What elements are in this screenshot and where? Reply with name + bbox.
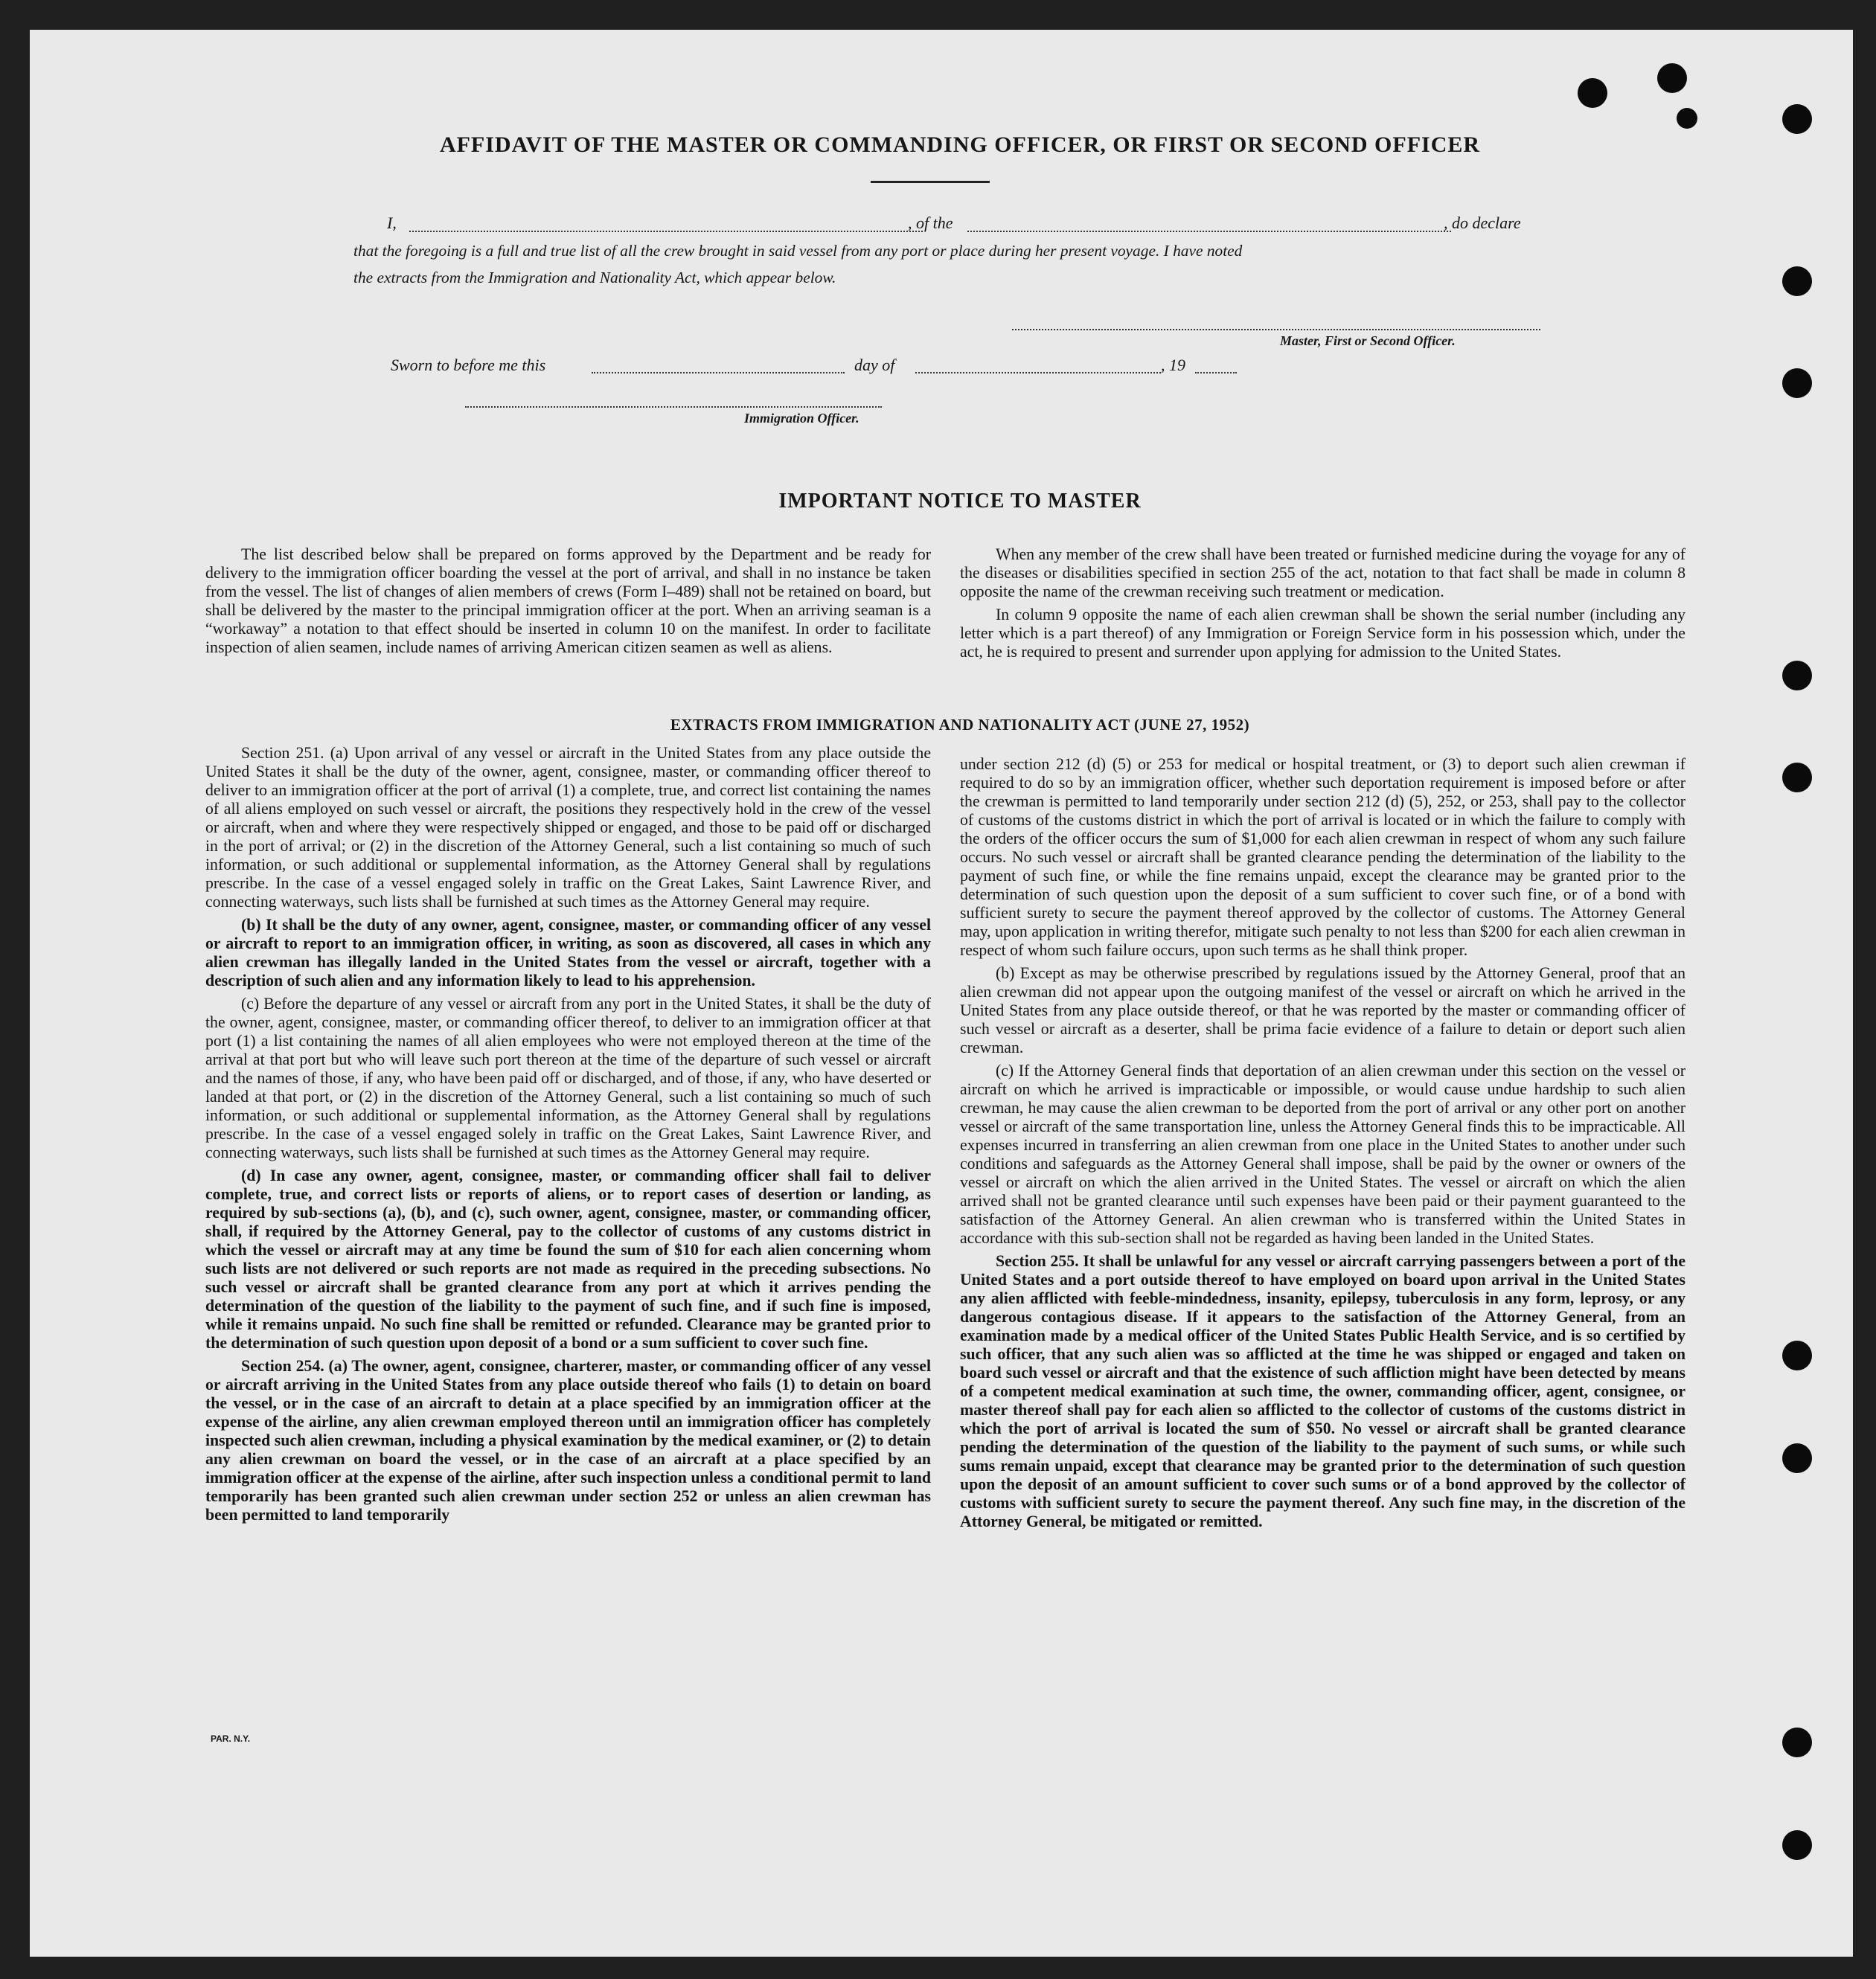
extracts-title: EXTRACTS FROM IMMIGRATION AND NATIONALITY ACT (JUNE 27, 1952): [670, 716, 1250, 734]
affidavit-statement-line-1: that the foregoing is a full and true list of all the crew brought in said vessel from any port or place during her present voyage. I have noted: [353, 242, 1243, 260]
affidavit-i-label: I,: [387, 214, 397, 232]
sworn-year-field[interactable]: [1195, 372, 1237, 373]
act-paragraph: under section 212 (d) (5) or 253 for medical or hospital treatment, or (3) to deport such alien crewman if required to do so by an immigration officer, whether such deportation requirement is imposed before or after the crewman is permitted to land temporarily under section 212 (d) (5), 252, or 253, shall pay to the collector of customs of the customs district in which the port of arrival is located or in which the failure to comply with the orders of the officer occurs the sum of $1,000 for each alien crewman in respect of whom any such failure occurs. No such vessel or aircraft shall be granted clearance pending the determination of the liability to the payment of such fine, or while the fine remains unpaid, except the clearance may be granted prior to the determination of such question upon the deposit of a sum sufficient to cover such fine, or of a bond with sufficient surety to secure the payment thereof approved by the collector of customs. The Attorney General may, upon application in writing therefor, mitigate such penalty to not less than $200 for each alien crewman in respect of whom such failure occurs, upon such terms as he shall think proper.: [960, 755, 1685, 959]
act-paragraph: (c) Before the departure of any vessel or aircraft from any port in the United States, it shall be the duty of the owner, agent, consignee, master, or commanding officer thereof, to deliver to an immigration officer at that port (1) a list containing the names of all alien employees who were not employed thereon at the time of the arrival at that port but who will leave such port thereon at the time of the departure of such vessel or aircraft and the names of those, if any, who have been paid off or discharged, and of those, if any, who have deserted or landed at that port, or (2) in the discretion of the Attorney General, such a list containing so much of such information, or such additional or supplemental information, as the Attorney General shall by regulations prescribe. In the case of a vessel engaged solely in traffic on the Great Lakes, Saint Lawrence River, and connecting waterways, such lists shall be furnished at such times as the Attorney General may require.: [205, 995, 931, 1161]
punch-hole: [1782, 1830, 1812, 1860]
act-paragraph: (b) It shall be the duty of any owner, agent, consignee, master, or commanding officer of any vessel or aircraft to report to an immigration officer, in writing, as soon as discovered, all cases in which any alien crewman has illegally landed in the United States from the vessel or aircraft, together with a description of such alien and any information likely to lead to his apprehension.: [205, 916, 931, 990]
year-label: , 19: [1161, 356, 1185, 374]
act-paragraph: (b) Except as may be otherwise prescribed by regulations issued by the Attorney General, proof that an alien crewman did not appear upon the outgoing manifest of the vessel or aircraft on which he arrived in the United States from any place outside thereof, or that he was reported by the master or commanding officer of such vessel or aircraft as a deserter, shall be prima facie evidence of a failure to detain or deport such alien crewman.: [960, 964, 1685, 1056]
master-signature-line[interactable]: [1012, 329, 1540, 330]
vessel-name-field[interactable]: [967, 231, 1451, 232]
punch-hole: [1578, 78, 1607, 108]
act-paragraph: Section 254. (a) The owner, agent, consignee, charterer, master, or commanding officer of any vessel or aircraft arriving in the United States from any place outside thereof who fails (1) to detain on board the vessel, or in the case of an aircraft to detain at a place specified by an immigration officer at the expense of the airline, any alien crewman employed thereon until an immigration officer has completely inspected such alien crewman, including a physical examination by the medical examiner, or (2) to detain any alien crewman on board the vessel, or in the case of an aircraft at a place specified by an immigration officer at the expense of the airline, after such inspection unless a conditional permit to land temporarily has been granted such alien crewman under section 252 or unless an alien crewman has been permitted to land temporarily: [205, 1357, 931, 1524]
punch-hole: [1782, 104, 1812, 134]
declarant-name-field[interactable]: [409, 231, 923, 232]
notice-right-column: [960, 545, 1685, 666]
affidavit-title: AFFIDAVIT OF THE MASTER OR COMMANDING OFFICER, OR FIRST OR SECOND OFFICER: [439, 132, 1481, 157]
affidavit-statement-line-2: the extracts from the Immigration and Nationality Act, which appear below.: [353, 269, 836, 286]
punch-hole: [1677, 108, 1697, 129]
punch-hole: [1782, 1443, 1812, 1473]
punch-hole: [1782, 1341, 1812, 1370]
punch-hole: [1782, 1728, 1812, 1757]
notice-title: IMPORTANT NOTICE TO MASTER: [778, 490, 1142, 513]
immigration-officer-signature-line[interactable]: [465, 406, 882, 408]
punch-hole: [1782, 266, 1812, 296]
notice-left-paragraph: The list described below shall be prepared on forms approved by the Department and be ready for delivery to the immigration officer boarding the vessel at the port of arrival, and shall in no instance be taken from the vessel. The list of changes of alien members of crews (Form I–489) shall not be retained on board, but shall be delivered by the master to the principal immigration officer at the port. When an arriving seaman is a “workaway” a notation to that effect should be inserted in column 10 on the manifest. In order to facilitate inspection of alien seamen, include names of arriving American citizen seamen as well as aliens.: [205, 545, 931, 656]
printer-mark: PAR. N.Y.: [211, 1733, 251, 1744]
master-signature-label: Master, First or Second Officer.: [1280, 333, 1456, 348]
punch-hole: [1782, 661, 1812, 690]
day-of-label: day of: [854, 356, 895, 374]
act-paragraph: Section 251. (a) Upon arrival of any vessel or aircraft in the United States from any place outside the United States it shall be the duty of the owner, agent, consignee, master, or commanding officer thereof to deliver to an immigration officer at the port of arrival (1) a complete, true, and correct list containing the names of all aliens employed on such vessel or aircraft, the positions they respectively hold in the crew of the vessel or aircraft, when and where they were respectively shipped or engaged, and those to be paid off or discharged in the port of arrival; or (2) in the discretion of the Attorney General, such a list containing so much of such information, or such additional or supplemental information, as the Attorney General shall by regulations prescribe. In the case of a vessel engaged solely in traffic on the Great Lakes, Saint Lawrence River, and connecting waterways, such lists shall be furnished at such times as the Attorney General may require.: [205, 744, 931, 911]
act-paragraph: (d) In case any owner, agent, consignee, master, or commanding officer shall fail to deliver complete, true, and correct lists or reports of aliens, or to report cases of desertion or landing, as required by sub-sections (a), (b), and (c), such owner, agent, consignee, master, or commanding officer, shall, if required by the Attorney General, pay to the collector of customs of any customs district in which the vessel or aircraft may at any time be found the sum of $10 for each alien concerning whom such lists are not delivered or such reports are not made as required in the preceding subsections. No such vessel or aircraft shall be granted clearance from any port at which it arrives pending the determination of the question of the liability to the payment of such fine, and if such fine is imposed, while it remains unpaid. No such fine shall be remitted or refunded. Clearance may be granted prior to the determination of such question upon deposit of a bond or a sum sufficient to cover such fine.: [205, 1167, 931, 1352]
act-paragraph: Section 255. It shall be unlawful for any vessel or aircraft carrying passengers between a port of the United States and a port outside thereof to have employed on board upon arrival in the United States any alien afflicted with feeble-mindedness, insanity, epilepsy, tuberculosis in any form, leprosy, or any dangerous contagious disease. If it appears to the satisfaction of the Attorney General, from an examination made by a medical officer of the United States Public Health Service, and is so certified by such officer, that any such alien was so afflicted at the time he was shipped or engaged and taken on board such vessel or aircraft and that the existence of such affliction might have been detected by means of a competent medical examination at such time, the owner, commanding officer, agent, consignee, or master thereof shall pay for each alien so afflicted to the collector of customs of the customs district in which the port of arrival is located the sum of $50. No vessel or aircraft shall be granted clearance pending the determination of the question of the liability to the payment of such sums, or while such sums remain unpaid, except that clearance may be granted prior to the determination of such question upon the deposit of an amount sufficient to cover such sums or of a bond approved by the collector of customs with sufficient surety to secure the payment thereof. Any such fine may, in the discretion of the Attorney General, be mitigated or remitted.: [960, 1252, 1685, 1530]
affidavit-of-the-label: , of the: [908, 214, 953, 232]
affidavit-declare-label: , do declare: [1444, 214, 1521, 232]
notice-left-column: [205, 545, 931, 661]
sworn-label: Sworn to before me this: [391, 356, 546, 374]
title-rule: [871, 181, 990, 183]
notice-right-paragraph: In column 9 opposite the name of each alien crewman shall be shown the serial number (including any letter which is a part thereof) of any Immigration or Foreign Service form in his possession which, under the act, he is required to present and surrender upon applying for admission to the United States.: [960, 606, 1685, 661]
sworn-month-field[interactable]: [915, 372, 1161, 373]
act-paragraph: (c) If the Attorney General finds that deportation of an alien crewman under this section on the vessel or aircraft on which he arrived is impracticable or impossible, or would cause undue hardship to such alien crewman, he may cause the alien crewman to be deported from the port of arrival or any other port on another vessel or aircraft of the same transportation line, unless the Attorney General finds this to be impracticable. All expenses incurred in transferring an alien crewman from one place in the United States to another under such conditions and safeguards as the Attorney General shall impose, shall be paid by the owner or owners of the vessel or aircraft on which the alien arrived in the United States. The vessel or aircraft on which the alien arrived shall not be granted clearance until such expenses have been paid or their payment guaranteed to the satisfaction of the Attorney General. An alien crewman who is transferred within the United States in accordance with this sub-section shall not be regarded as having been landed in the United States.: [960, 1062, 1685, 1247]
extracts-right-column: [960, 755, 1685, 1536]
notice-right-paragraph: When any member of the crew shall have been treated or furnished medicine during the voyage for any of the diseases or disabilities specified in section 255 of the act, notation to that fact shall be made in column 8 opposite the name of the crewman receiving such treatment or medication.: [960, 545, 1685, 600]
punch-hole: [1782, 763, 1812, 792]
immigration-officer-label: Immigration Officer.: [744, 411, 859, 426]
sworn-day-field[interactable]: [592, 372, 845, 373]
document-page: [30, 30, 1853, 1957]
punch-hole: [1657, 63, 1687, 93]
punch-hole: [1782, 368, 1812, 398]
extracts-left-column: [205, 744, 931, 1529]
